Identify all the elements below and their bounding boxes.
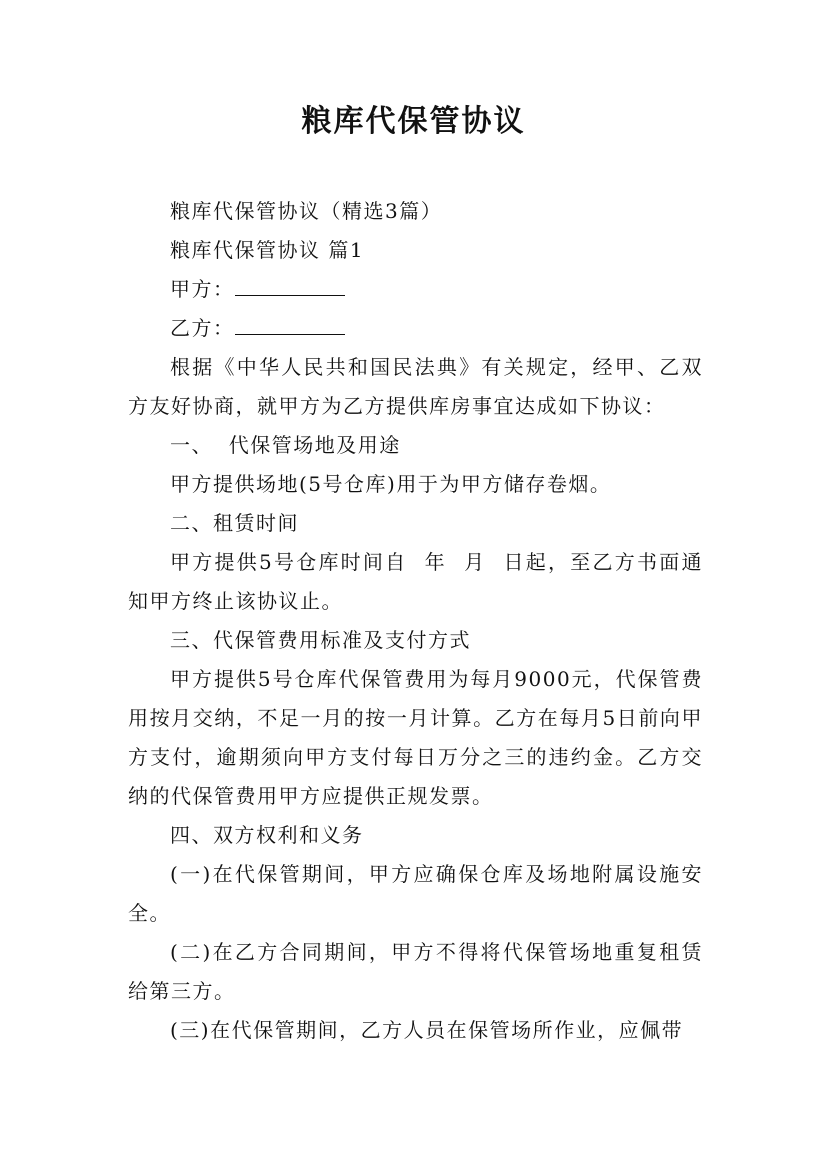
paragraph-section-heading: 粮库代保管协议 篇1 <box>170 238 365 262</box>
heading-clause-1: 一、 代保管场地及用途 <box>170 433 401 457</box>
paragraph-clause-4-2: (二)在乙方合同期间，甲方不得将代保管场地重复租赁给第三方。 <box>128 940 703 1003</box>
party-b-line <box>128 309 703 348</box>
document-body <box>128 192 703 1050</box>
paragraph-preamble: 根据《中华人民共和国民法典》有关规定，经甲、乙双方友好协商，就甲方为乙方提供库房事宜达成如下协议： <box>128 355 703 418</box>
paragraph-clause-2: 甲方提供5号仓库时间自 年 月 日起，至乙方书面通知甲方终止该协议止。 <box>128 550 703 613</box>
paragraph-clause-4-1: (一)在代保管期间，甲方应确保仓库及场地附属设施安全。 <box>128 862 703 925</box>
heading-clause-2: 二、租赁时间 <box>170 511 299 535</box>
party-a-line <box>128 270 703 309</box>
document-title: 粮库代保管协议 <box>301 104 526 139</box>
heading-clause-3: 三、代保管费用标准及支付方式 <box>170 628 471 652</box>
paragraph-subtitle: 粮库代保管协议（精选3篇） <box>170 199 443 223</box>
heading-clause-4: 四、双方权利和义务 <box>170 823 364 847</box>
paragraph-clause-1: 甲方提供场地(5号仓库)用于为甲方储存卷烟。 <box>170 472 612 496</box>
party-b-blank <box>235 310 345 335</box>
party-a-blank <box>235 271 345 296</box>
paragraph-clause-3: 甲方提供5号仓库代保管费用为每月9000元，代保管费用按月交纳，不足一月的按一月计算。乙方在每月5日前向甲方支付，逾期须向甲方支付每日万分之三的违约金。乙方交纳的代保管费用甲方应提供正规发票。 <box>128 667 703 808</box>
paragraph-clause-4-3: (三)在代保管期间，乙方人员在保管场所作业，应佩带 <box>170 1018 684 1042</box>
party-a-label: 甲方： <box>170 277 235 301</box>
party-b-label: 乙方： <box>170 316 235 340</box>
